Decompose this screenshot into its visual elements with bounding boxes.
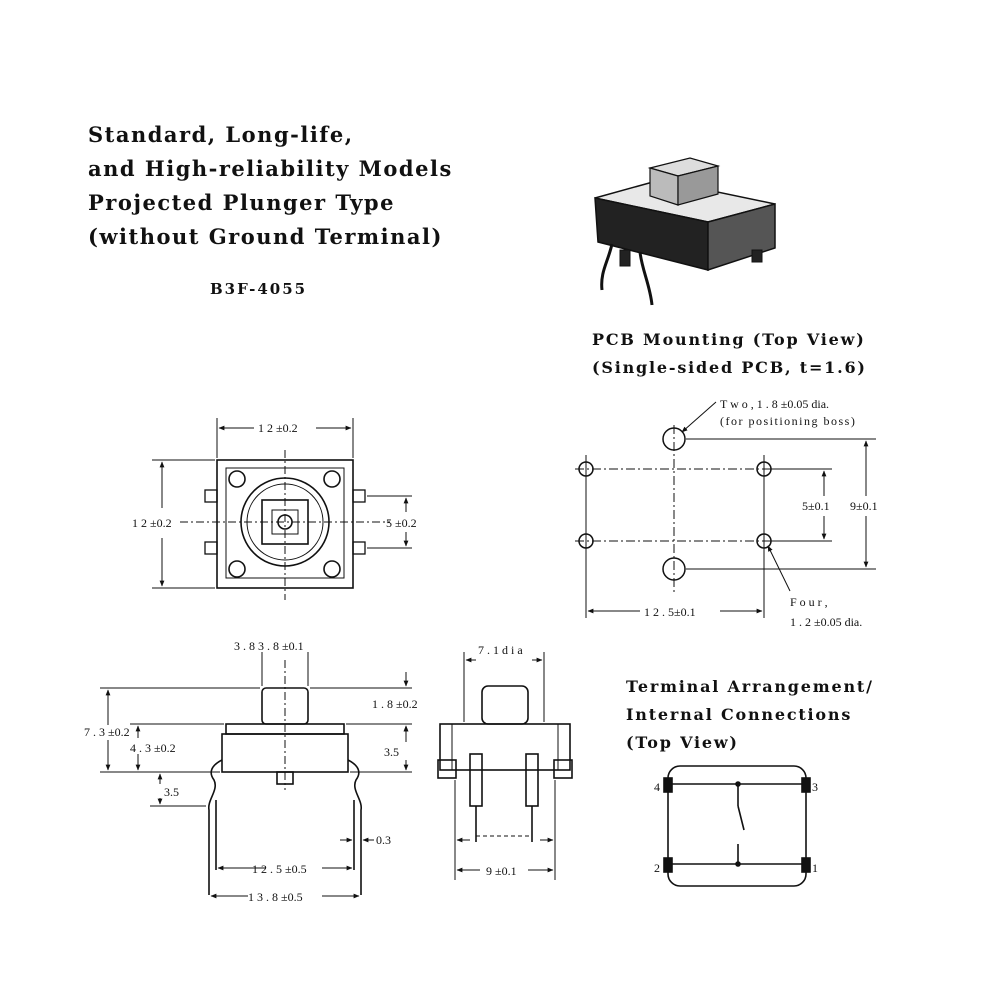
terminal-pin-4: 4 (654, 780, 660, 794)
overall-width-label: 1 3 . 8 ±0.5 (248, 890, 303, 904)
title-line: Projected Plunger Type (88, 190, 395, 215)
top-width-label: 1 2 ±0.2 (258, 421, 298, 435)
terminal-pin-1: 1 (812, 861, 818, 875)
pcb-layout (575, 402, 876, 618)
title-line: and High-reliability Models (88, 156, 453, 181)
front-view-drawing (438, 686, 572, 842)
hole-note-sub: 1 . 2 ±0.05 dia. (790, 615, 863, 629)
title-line: (without Ground Terminal) (88, 224, 443, 249)
hole-note: F o u r , (790, 595, 828, 609)
front-pin-pitch-label: 9 ±0.1 (486, 864, 517, 878)
terminal-pin-2: 2 (654, 861, 660, 875)
terminal-diagram (664, 766, 810, 886)
top-view-dims (152, 418, 412, 600)
pcb-heading-line: (Single-sided PCB, t=1.6) (592, 358, 867, 377)
boss-note-sub: (for positioning boss) (720, 414, 857, 428)
pcb-outer-dim: 9±0.1 (850, 499, 878, 513)
side-view-dims (100, 652, 412, 896)
pin-length-label: 3.5 (164, 785, 179, 799)
pin-pitch-label: 1 2 . 5 ±0.5 (252, 862, 307, 876)
pcb-heading-line: PCB Mounting (Top View) (592, 330, 866, 349)
pcb-inner-dim: 5±0.1 (802, 499, 830, 513)
plunger-height-label: 1 . 8 ±0.2 (372, 697, 418, 711)
boss-note: T w o , 1 . 8 ±0.05 dia. (720, 397, 830, 411)
model-number: B3F-4055 (210, 280, 308, 298)
plunger-dia-label: 7 . 1 d i a (478, 643, 523, 657)
product-photo (595, 158, 775, 305)
terminal-pin-3: 3 (812, 780, 818, 794)
terminal-heading-line: Internal Connections (626, 705, 853, 724)
pin-thickness-label: 0.3 (376, 833, 391, 847)
total-height-label: 7 . 3 ±0.2 (84, 725, 130, 739)
top-pin-pitch-label: 5 ±0.2 (386, 516, 417, 530)
terminal-heading-line: (Top View) (626, 733, 739, 752)
pcb-pitch-dim: 1 2 . 5±0.1 (644, 605, 696, 619)
title-line: Standard, Long-life, (88, 122, 354, 147)
body-height-label: 4 . 3 ±0.2 (130, 741, 176, 755)
plunger-width-label: 3 . 8 3 . 8 ±0.1 (234, 639, 304, 653)
terminal-heading-line: Terminal Arrangement/ (626, 677, 874, 696)
body-only-label: 3.5 (384, 745, 399, 759)
top-height-label: 1 2 ±0.2 (132, 516, 172, 530)
